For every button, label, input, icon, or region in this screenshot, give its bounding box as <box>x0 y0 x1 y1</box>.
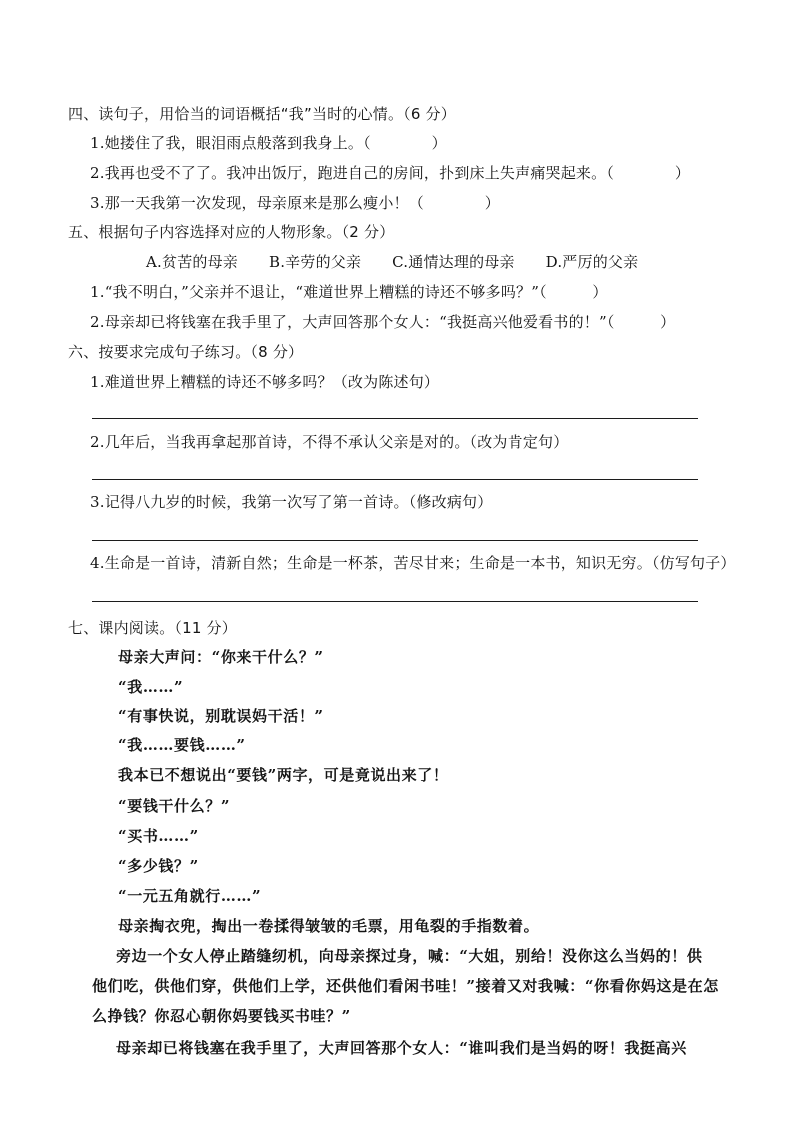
passage-line-11: 旁边一个女人停止踏缝纫机，向母亲探过身，喊：“大姐，别给！没你这么当妈的！供 <box>116 947 703 965</box>
passage-line-4: “我……要钱……” <box>118 736 246 754</box>
passage-line-7: “买书……” <box>118 827 199 845</box>
section-6-item-4: 4.生命是一首诗，清新自然；生命是一杯茶，苦尽甘来；生命是一本书，知识无穷。（仿写句子） <box>90 554 736 572</box>
section-6-item-1: 1.难道世界上糟糕的诗还不够多吗？（改为陈述句） <box>90 373 440 391</box>
section-4-item-1: 1.她搂住了我，眼泪雨点般落到我身上。（ ） <box>90 134 447 152</box>
passage-line-13: 么挣钱？你忍心朝你妈要钱买书哇？” <box>92 1007 351 1025</box>
passage-line-5: 我本已不想说出“要钱”两字，可是竟说出来了！ <box>118 766 449 784</box>
answer-line-3 <box>92 540 698 541</box>
section-6-item-3: 3.记得八九岁的时候，我第一次写了第一首诗。（修改病句） <box>90 493 493 511</box>
passage-line-8: “多少钱？” <box>118 857 199 875</box>
passage-line-14: 母亲却已将钱塞在我手里了，大声回答那个女人：“谁叫我们是当妈的呀！我挺高兴 <box>116 1039 687 1057</box>
section-5-item-1: 1.“我不明白，”父亲并不退让，“难道世界上糟糕的诗还不够多吗？”（ ） <box>90 283 608 301</box>
section-4-item-3: 3.那一天我第一次发现，母亲原来是那么瘦小！（ ） <box>90 194 500 212</box>
section-5-item-2: 2.母亲却已将钱塞在我手里了，大声回答那个女人：“我挺高兴他爱看书的！”（ ） <box>90 313 676 331</box>
passage-line-9: “一元五角就行……” <box>118 887 262 905</box>
section-5-heading: 五、根据句子内容选择对应的人物形象。（2 分） <box>68 223 395 241</box>
passage-line-2: “我……” <box>118 678 184 696</box>
section-4-heading: 四、读句子，用恰当的词语概括“我”当时的心情。（6 分） <box>68 105 456 123</box>
option-c: C.通情达理的母亲 <box>392 253 515 271</box>
section-5-options <box>146 252 664 272</box>
answer-line-4 <box>92 601 698 602</box>
section-6-heading: 六、按要求完成句子练习。（8 分） <box>68 343 304 361</box>
passage-line-12: 他们吃，供他们穿，供他们上学，还供他们看闲书哇！”接着又对我喊：“你看你妈这是在怎 <box>92 977 719 995</box>
option-b: B.辛劳的父亲 <box>268 253 362 271</box>
answer-line-1 <box>92 418 698 419</box>
passage-line-6: “要钱干什么？” <box>118 797 231 815</box>
passage-line-10: 母亲掏衣兜，掏出一卷揉得皱皱的毛票，用龟裂的手指数着。 <box>118 917 540 935</box>
option-a: A.贫苦的母亲 <box>146 253 239 271</box>
section-4-item-2: 2.我再也受不了了。我冲出饭厅，跑进自己的房间，扑到床上失声痛哭起来。（ ） <box>90 164 691 182</box>
option-d: D.严厉的父亲 <box>545 253 639 271</box>
passage-line-1: 母亲大声问：“你来干什么？” <box>118 648 324 666</box>
section-6-item-2: 2.几年后，当我再拿起那首诗，不得不承认父亲是对的。（改为肯定句） <box>90 433 569 451</box>
passage-line-3: “有事快说，别耽误妈干活！” <box>118 707 324 725</box>
answer-line-2 <box>92 479 698 480</box>
section-7-heading: 七、课内阅读。（11 分） <box>68 619 237 637</box>
